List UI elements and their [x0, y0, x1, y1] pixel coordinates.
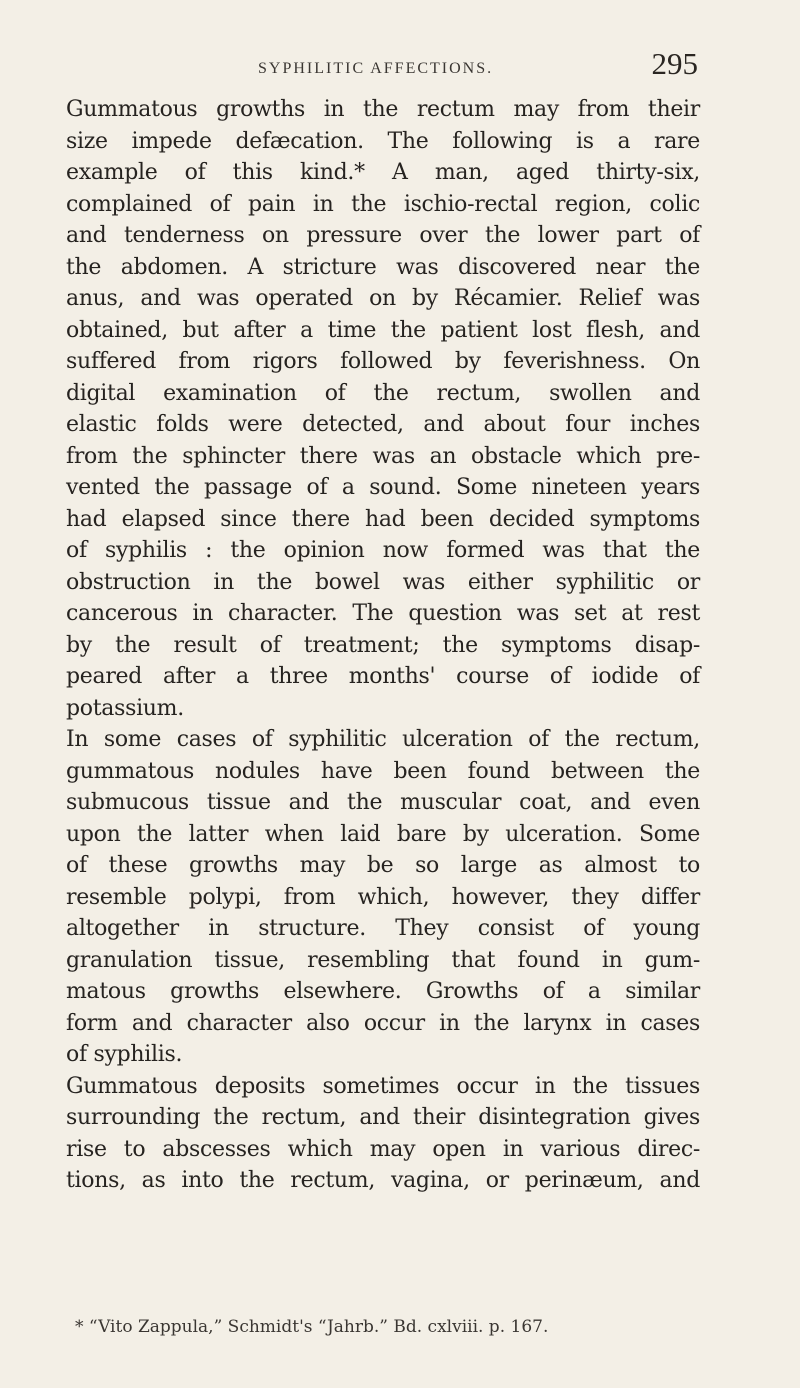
running-title: SYPHILITIC AFFECTIONS.: [258, 60, 494, 77]
text-line: of these growths may be so large as almost to: [66, 853, 700, 878]
text-line: altogether in structure. They consist of young: [66, 916, 700, 941]
text-line: Gummatous growths in the rectum may from their: [66, 97, 700, 122]
text-line: obtained, but after a time the patient lost flesh, and: [66, 317, 700, 343]
text-line: matous growths elsewhere. Growths of a similar: [66, 979, 700, 1004]
page-number: 295: [651, 46, 698, 81]
text-line: obstruction in the bowel was either syphilitic or: [66, 569, 700, 595]
text-line: complained of pain in the ischio-rectal region, colic: [66, 191, 700, 217]
text-line: tions, as into the rectum, vagina, or perinæum, and: [66, 1168, 700, 1193]
text-line: submucous tissue and the muscular coat, and even: [66, 790, 700, 815]
text-line: cancerous in character. The question was set at rest: [66, 601, 700, 626]
text-line: gummatous nodules have been found between the: [66, 758, 700, 784]
text-line: by the result of treatment; the symptoms disap-: [66, 632, 700, 658]
text-line: elastic folds were detected, and about four inches: [66, 412, 700, 437]
text-line: of syphilis : the opinion now formed was that the: [66, 538, 700, 563]
text-line: suffered from rigors followed by feverishness. On: [66, 349, 700, 374]
text-line: granulation tissue, resembling that found in gum-: [66, 947, 700, 973]
text-line: peared after a three months' course of iodide of: [66, 664, 700, 689]
text-line: surrounding the rectum, and their disintegration gives: [66, 1105, 700, 1130]
text-line: the abdomen. A stricture was discovered near the: [66, 254, 700, 280]
running-head: [258, 46, 698, 86]
text-line: form and character also occur in the larynx in cases: [66, 1010, 700, 1036]
text-line: potassium.: [66, 695, 184, 721]
text-line: size impede defæcation. The following is a rare: [66, 128, 700, 154]
text-line: anus, and was operated on by Récamier. Relief was: [66, 286, 700, 311]
text-line: In some cases of syphilitic ulceration of the rectum,: [66, 727, 700, 752]
text-line: vented the passage of a sound. Some nineteen years: [66, 475, 700, 500]
text-line: upon the latter when laid bare by ulceration. Some: [66, 821, 700, 847]
text-line: rise to abscesses which may open in various direc-: [66, 1136, 700, 1162]
text-line: Gummatous deposits sometimes occur in the tissues: [66, 1073, 700, 1099]
text-line: from the sphincter there was an obstacle which pre-: [66, 443, 700, 469]
text-line: digital examination of the rectum, swollen and: [66, 380, 700, 406]
text-line: and tenderness on pressure over the lower part of: [66, 223, 700, 248]
body-text: [66, 94, 700, 1197]
footnote: * “Vito Zappula,” Schmidt's “Jahrb.” Bd. cxlviii. p. 167.: [75, 1317, 549, 1337]
text-line: had elapsed since there had been decided symptoms: [66, 506, 700, 532]
text-line: example of this kind.* A man, aged thirty-six,: [66, 160, 700, 185]
text-line: resemble polypi, from which, however, they differ: [66, 884, 700, 910]
text-line: of syphilis.: [66, 1042, 183, 1067]
